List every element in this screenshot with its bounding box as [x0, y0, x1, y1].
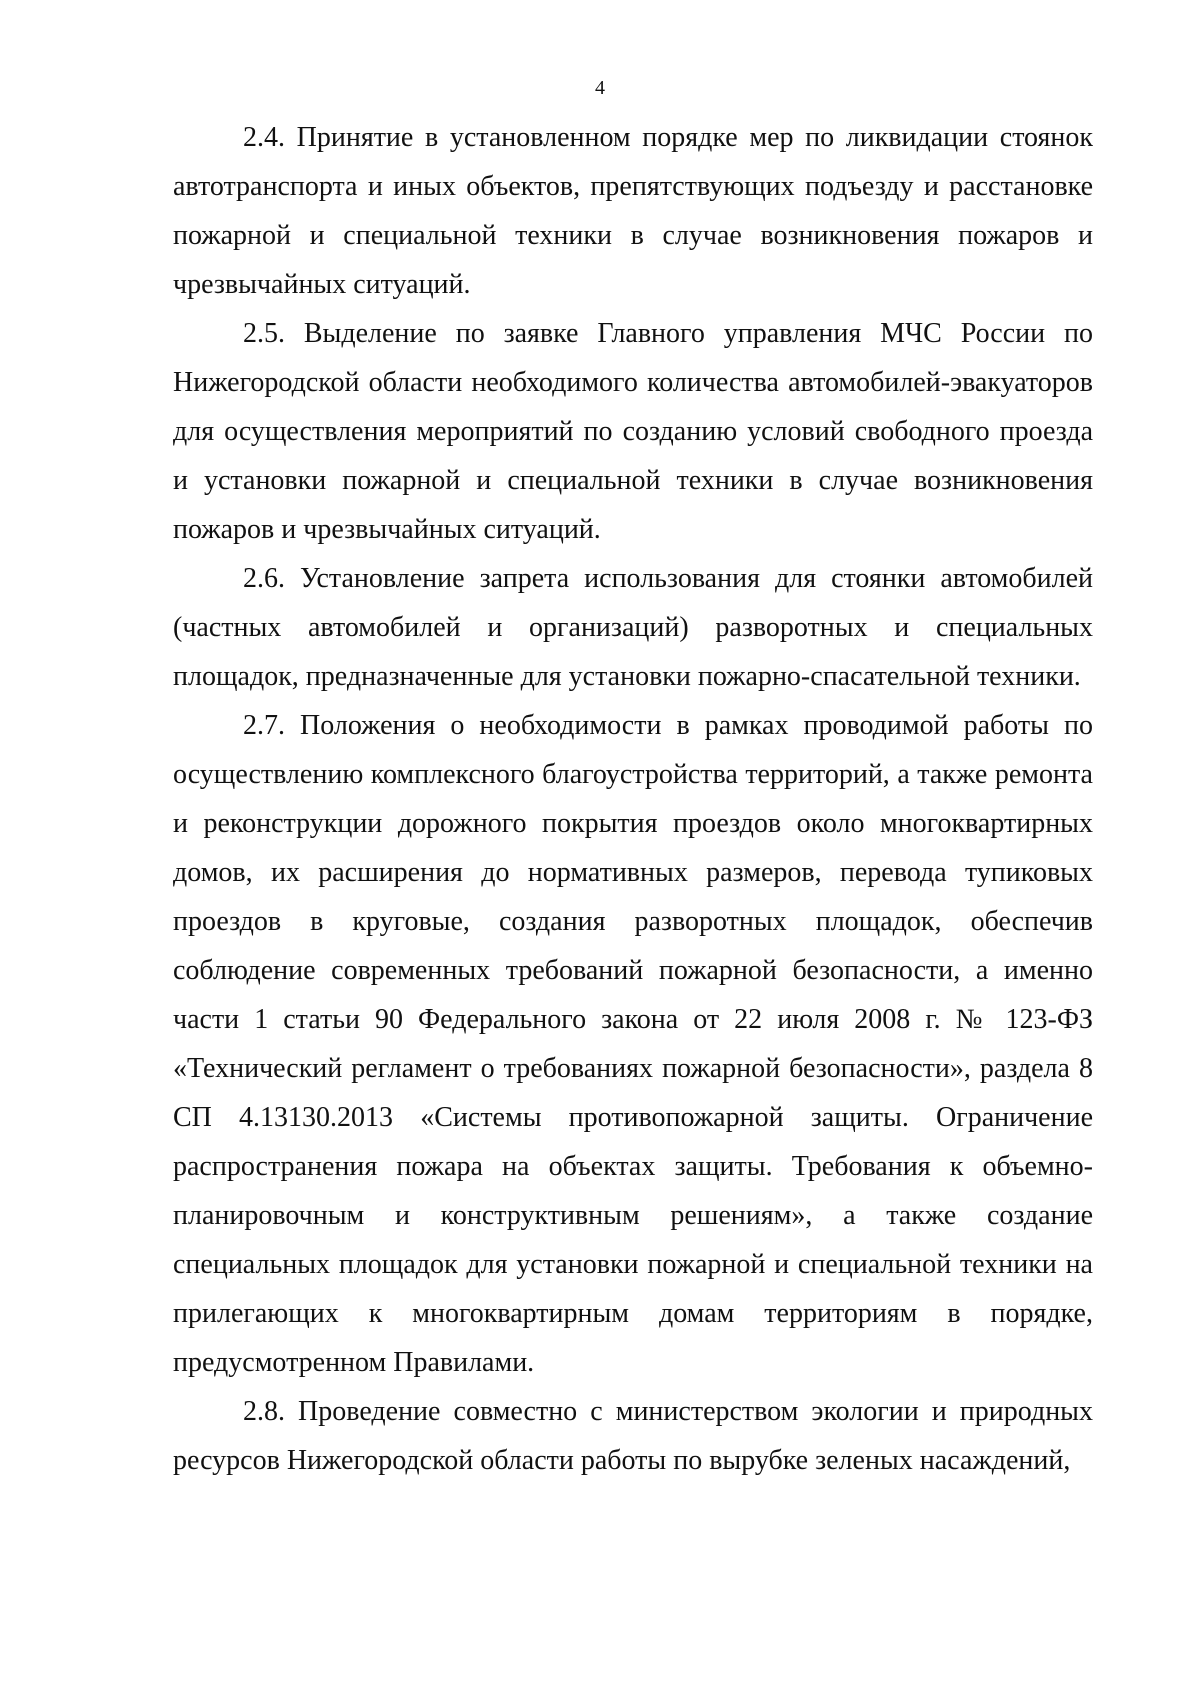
- page-number: 4: [595, 77, 605, 99]
- paragraph-2-8: 2.8. Проведение совместно с министерством экологии и природных ресурсов Нижегородской области работы по вырубке зеленых насаждений,: [173, 1396, 1093, 1476]
- paragraph-2-4: 2.4. Принятие в установленном порядке мер по ликвидации стоянок автотранспорта и иных объектов, препятствующих подъезду и расстановке пожарной и специальной техники в случае возникновения пожаров и чрезвычайных ситуаций.: [173, 122, 1093, 300]
- document-body: [173, 113, 1093, 1485]
- paragraph-2-5: 2.5. Выделение по заявке Главного управления МЧС России по Нижегородской области необходимого количества автомобилей-эвакуаторов для осуществления мероприятий по созданию условий свободного проезда и установки пожарной и специальной техники в случае возникновения пожаров и чрезвычайных ситуаций.: [173, 318, 1093, 545]
- paragraph-2-6: 2.6. Установление запрета использования для стоянки автомобилей (частных автомобилей и организаций) разворотных и специальных площадок, предназначенные для установки пожарно-спасательной техники.: [173, 563, 1093, 692]
- paragraph-2-7: 2.7. Положения о необходимости в рамках проводимой работы по осуществлению комплексного благоустройства территорий, а также ремонта и реконструкции дорожного покрытия проездов около многоквартирных домов, их расширения до нормативных размеров, перевода тупиковых проездов в круговые, создания разворотных площадок, обеспечив соблюдение современных требований пожарной безопасности, а именно части 1 статьи 90 Федерального закона от 22 июля 2008 г. № 123-ФЗ «Технический регламент о требованиях пожарной безопасности», раздела 8 СП 4.13130.2013 «Системы противопожарной защиты. Ограничение распространения пожара на объектах защиты. Требования к объемно-планировочным и конструктивным решениям», а также создание специальных площадок для установки пожарной и специальной техники на прилегающих к многоквартирным домам территориям в порядке, предусмотренном Правилами.: [173, 710, 1093, 1378]
